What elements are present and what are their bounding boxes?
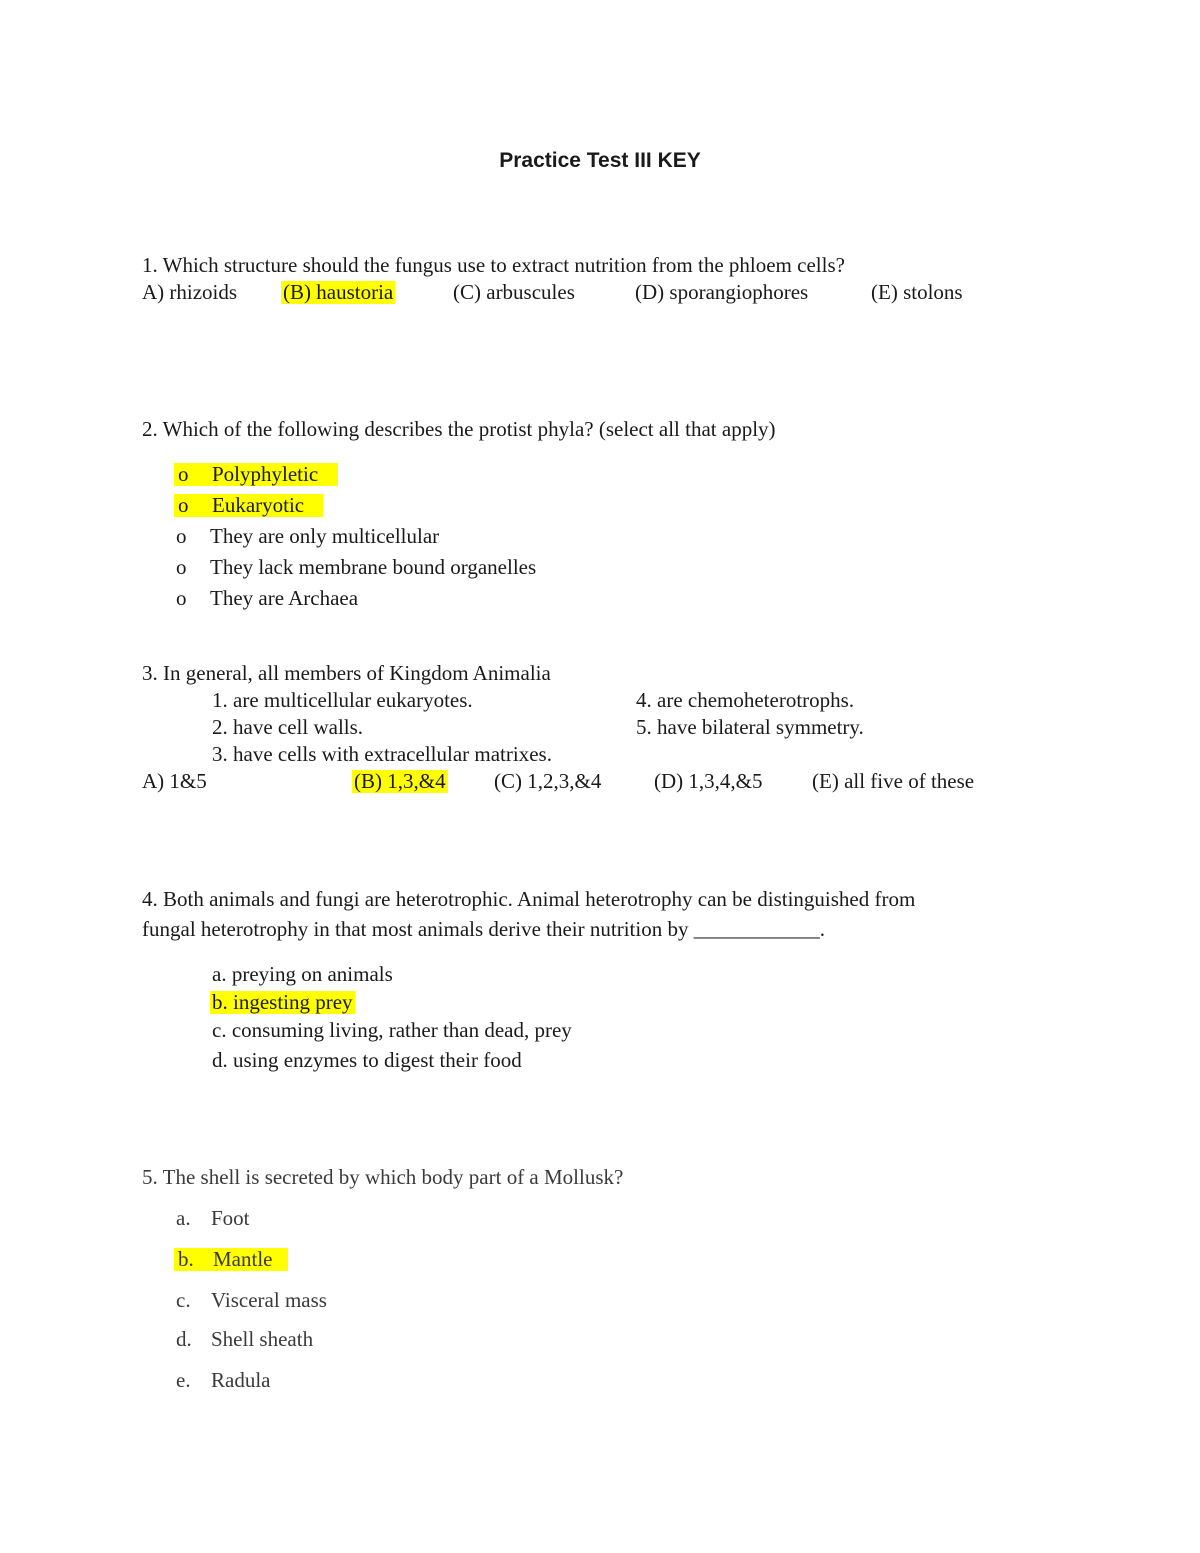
q3-statement-5: 5. have bilateral symmetry. — [636, 715, 864, 739]
q1-option-b-answer: (B) haustoria — [283, 280, 394, 304]
q3-statement-3: 3. have cells with extracellular matrixes. — [212, 742, 552, 766]
bullet-icon: o — [176, 586, 187, 610]
q3-option-a: A) 1&5 — [142, 769, 207, 793]
q3-statement-4: 4. are chemoheterotrophs. — [636, 688, 855, 712]
q2-option-1-answer: o Polyphyletic — [174, 463, 338, 486]
bullet-icon: o — [178, 462, 189, 486]
question-4-text-line1: 4. Both animals and fungi are heterotrophic. Animal heterotrophy can be distinguished from — [142, 887, 916, 911]
q4-option-c: c. consuming living, rather than dead, prey — [212, 1018, 572, 1042]
bullet-icon: o — [176, 555, 187, 579]
bullet-icon: o — [178, 493, 189, 517]
q4-option-d: d. using enzymes to digest their food — [212, 1048, 522, 1072]
q1-option-d: (D) sporangiophores — [635, 280, 809, 304]
q3-option-e: (E) all five of these — [812, 769, 975, 793]
q3-statement-2: 2. have cell walls. — [212, 715, 364, 739]
q3-option-b-answer: (B) 1,3,&4 — [354, 769, 446, 793]
q5-option-c: c. Visceral mass — [176, 1288, 327, 1312]
q5-option-b-answer: b. Mantle — [174, 1248, 288, 1271]
q2-option-4: o They lack membrane bound organelles — [176, 555, 537, 579]
q4-option-b-answer: b. ingesting prey — [212, 990, 353, 1014]
question-4-text-line2: fungal heterotrophy in that most animals derive their nutrition by ____________. — [142, 917, 825, 941]
q5-option-e: e. Radula — [176, 1368, 271, 1392]
q1-option-e: (E) stolons — [871, 280, 963, 304]
q2-option-2-answer: o Eukaryotic — [174, 494, 323, 517]
question-5-text: 5. The shell is secreted by which body part of a Mollusk? — [142, 1165, 624, 1189]
q1-option-c: (C) arbuscules — [453, 280, 575, 304]
page-title: Practice Test III KEY — [499, 149, 701, 172]
q4-option-a: a. preying on animals — [212, 962, 393, 986]
bullet-icon: o — [176, 524, 187, 548]
q1-option-a: A) rhizoids — [142, 280, 238, 304]
q5-option-d: d. Shell sheath — [176, 1327, 314, 1351]
question-1-text: 1. Which structure should the fungus use to extract nutrition from the phloem cells? — [142, 253, 845, 277]
question-2-text: 2. Which of the following describes the protist phyla? (select all that apply) — [142, 417, 776, 441]
q2-option-5: o They are Archaea — [176, 586, 359, 610]
question-3-text: 3. In general, all members of Kingdom Animalia — [142, 661, 551, 685]
q5-option-a: a. Foot — [176, 1206, 250, 1230]
q3-option-c: (C) 1,2,3,&4 — [494, 769, 602, 793]
q2-option-3: o They are only multicellular — [176, 524, 440, 548]
q3-statement-1: 1. are multicellular eukaryotes. — [212, 688, 473, 712]
q3-option-d: (D) 1,3,4,&5 — [654, 769, 763, 793]
